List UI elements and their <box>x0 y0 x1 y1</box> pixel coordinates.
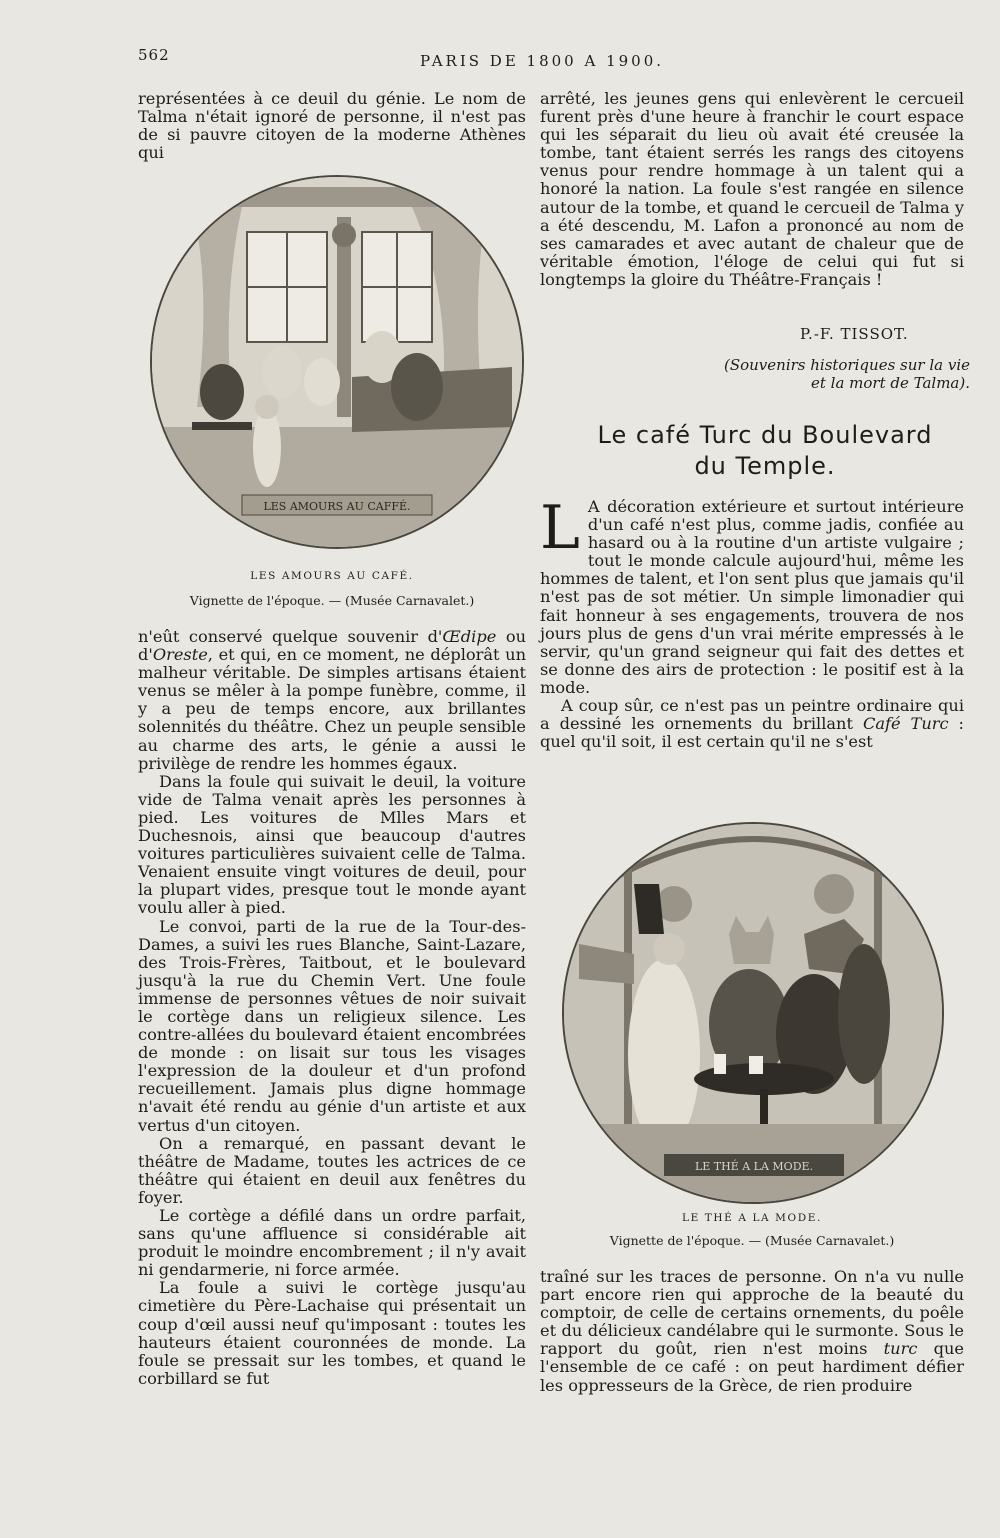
text-run: , et qui, en ce moment, ne déplorât un malheur véritable. De simples artisans étaient venus se mêler à la pompe funèbre, comme, il y a peu de temps encore, aux brillantes solennités du théâtre. Chez un peuple sensible au charme des arts, le génie a aussi le privilège de rendre les hommes égaux. <box>138 645 526 773</box>
figure2-caption-source: Vignette de l'époque. — (Musée Carnavalet.) <box>609 1233 895 1248</box>
vignette-the-inscription: LE THÉ A LA MODE. <box>694 1160 814 1173</box>
article-paragraph-1 <box>540 493 964 697</box>
text-run: A <box>587 497 601 516</box>
text-run: ou d' <box>138 627 526 665</box>
right-top-paragraph: arrêté, les jeunes gens qui enlevèrent le cercueil furent près d'une heure à franchir le court espace qui les séparait du lieu où avait été creusée la tombe, tant étaient serrés les rangs des citoyens venus pour rendre hommage à un talent qui a honoré la nation. La foule s'est rangée en silence autour de la tombe, et quand le cercueil de Talma y a été descendu, M. Lafon a prononcé au nom de ses camarades et avec autant de chaleur que de véritable émotion, l'éloge de celui qui fut si longtemps la gloire du Théâtre-Français ! <box>540 89 964 289</box>
vignette-amours-au-cafe <box>150 175 524 549</box>
figure2-caption-title: LE THÉ A LA MODE. <box>682 1212 822 1224</box>
text-run: A coup sûr, ce n'est pas un peintre ordinaire qui a dessiné les ornements du brillant <box>540 696 964 734</box>
text-run: traîné sur les traces de personne. On n'a vu nulle part encore rien qui approche de la beauté du comptoir, de celle de certains ornements, du poêle et du délicieux candélabre qui le surmonte. Sous le rapport du goût, rien n'est moins <box>540 1267 964 1359</box>
article-paragraph-3 <box>540 1268 964 1395</box>
vignette-amours-inscription: LES AMOURS AU CAFFÉ. <box>263 500 411 513</box>
article-title-line-1: Le café Turc du Boulevard <box>597 421 933 449</box>
left-paragraph-5: Le cortège a défilé dans un ordre parfait, sans qu'une affluence si considérable ait produit le moindre encombrement ; il n'y avait ni gendarmerie, ni force armée. <box>138 1206 526 1280</box>
article-paragraph-2 <box>540 697 964 751</box>
left-column-body <box>138 628 526 1388</box>
italic-word: turc <box>883 1339 918 1359</box>
article-title <box>540 420 990 482</box>
article-title-line-2: du Temple. <box>694 452 836 480</box>
page-number: 562 <box>138 46 170 64</box>
left-paragraph-6: La foule a suivi le cortège jusqu'au cimetière du Père-Lachaise qui présentait un coup d'œil aussi neuf qu'imposant : toutes les hauteurs étaient couronnées de monde. La foule se pressait sur les tombes, et quand le corbillard se fut <box>138 1278 526 1388</box>
italic-title: Café Turc <box>862 714 949 734</box>
source-citation <box>715 356 970 392</box>
left-paragraph-1 <box>138 628 526 773</box>
italic-title: Oreste <box>152 645 208 665</box>
left-column-top <box>138 90 526 162</box>
left-top-paragraph: représentées à ce deuil du génie. Le nom de Talma n'était ignoré de personne, il n'est pas de si pauvre citoyen de la moderne Athènes qui <box>138 89 526 163</box>
article-body-top <box>540 493 964 752</box>
vignette-the-a-la-mode <box>562 822 944 1204</box>
drop-cap: L <box>540 493 580 563</box>
text-run: décoration extérieure et surtout intérieure d'un café n'est plus, comme jadis, confiée au hasard ou à la routine d'un artiste vulgaire ; tout le monde calcule aujourd'hui, même les hommes de talent, et l'on sent plus que jamais qu'il n'est pas de sot métier. Un simple limonadier qui fait honneur à ses engagements, trouvera de nos jours plus de gens d'un vrai mérite empressés à le servir, qu'un grand seigneur qui fait des dettes et se donne des airs de protection : le positif est à la mode. <box>540 497 964 697</box>
left-paragraph-4: On a remarqué, en passant devant le théâtre de Madame, toutes les actrices de ce théâtre qui étaient en deuil aux fenêtres du foyer. <box>138 1133 526 1207</box>
figure1-caption-source: Vignette de l'époque. — (Musée Carnavalet.) <box>189 593 475 608</box>
left-paragraph-3: Le convoi, parti de la rue de la Tour-des-Dames, a suivi les rues Blanche, Saint-Lazare, des Trois-Frères, Taitbout, et le boulevard jusqu'à la rue du Chemin Vert. Une foule immense de personnes vêtues de noir suivait le cortège dans un religieux silence. Les contre-allées du boulevard étaient encombrées de monde : on lisait sur tous les visages l'expression de la douleur et d'un profond recueillement. Jamais plus digne hommage n'avait été rendu au génie d'un artiste et aux vertus d'un citoyen. <box>138 916 526 1135</box>
left-paragraph-2: Dans la foule qui suivait le deuil, la voiture vide de Talma venait après les personnes à pied. Les voitures de Mlles Mars et Duchesnois, ainsi que beaucoup d'autres voitures particulières suivaient celle de Talma. Venaient ensuite vingt voitures de deuil, pour la plupart vides, presque tout le monde ayant voulu aller à pied. <box>138 771 526 918</box>
vignette-the-illustration <box>564 824 942 1202</box>
figure1-caption-title: LES AMOURS AU CAFÉ. <box>250 570 414 582</box>
italic-title: Œdipe <box>442 627 497 646</box>
running-title: PARIS DE 1800 A 1900. <box>420 52 665 70</box>
source-line-1: (Souvenirs historiques sur la vie <box>723 356 970 374</box>
right-column-top <box>540 90 964 289</box>
text-run: n'eût conservé quelque souvenir d' <box>138 627 443 646</box>
article-body-bottom <box>540 1268 964 1395</box>
text-run: : quel qu'il soit, il est certain qu'il ne s'est <box>540 714 964 752</box>
text-run: que l'ensemble de ce café : on peut hardiment défier les oppresseurs de la Grèce, de rien produire <box>540 1339 965 1395</box>
source-line-2: et la mort de Talma). <box>810 374 970 392</box>
vignette-amours-illustration <box>152 177 522 547</box>
author-signature: P.-F. TISSOT. <box>800 325 909 343</box>
